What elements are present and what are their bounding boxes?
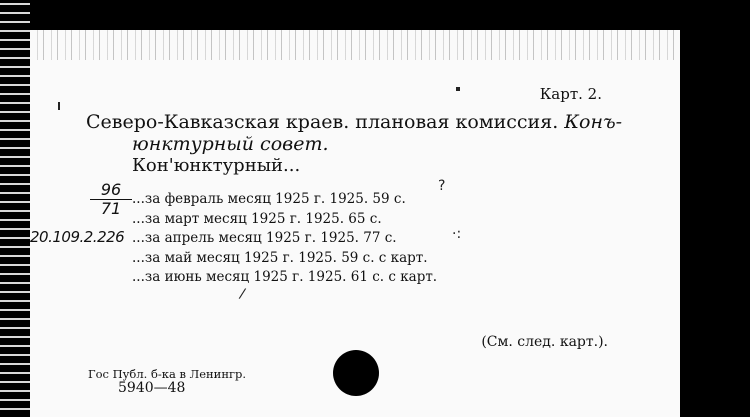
handwritten-shelfmark: 20.109.2.226: [30, 228, 125, 246]
card-number: Карт. 2.: [539, 85, 602, 103]
issue-entry: ...за февраль месяц 1925 г. 1925. 59 с.: [132, 191, 406, 207]
fraction-denominator: 71: [100, 199, 122, 218]
heading-subunit-end: юнктурный совет.: [132, 133, 329, 155]
publication-title: Кон'юнктурный...: [132, 155, 301, 176]
heading-subunit-start: Конъ-: [564, 111, 623, 133]
scan-noise-band: [30, 30, 680, 60]
scan-edge-strip: [0, 0, 30, 417]
pencil-mark: ·:: [452, 226, 462, 242]
issue-entry: ...за апрель месяц 1925 г. 1925. 77 с.: [132, 230, 397, 246]
fraction-numerator: 96: [100, 180, 122, 199]
handwritten-fraction: [86, 182, 136, 217]
see-next-card: (См. след. карт.).: [481, 334, 608, 350]
punch-hole: [333, 350, 379, 396]
library-stamp: [88, 367, 246, 395]
issue-entry: ...за июнь месяц 1925 г. 1925. 61 с. с карт.: [132, 269, 438, 285]
library-name: Гос Публ. б-ка в Ленингр.: [88, 367, 247, 381]
ink-speck: [456, 87, 460, 91]
ink-speck: [58, 102, 60, 110]
issue-entry: ...за март месяц 1925 г. 1925. 65 с.: [132, 210, 382, 227]
issue-list: [132, 190, 437, 288]
pencil-mark: /: [238, 285, 247, 303]
issue-entry: ...за май месяц 1925 г. 1925. 59 с. с карт.: [132, 249, 428, 266]
catalog-card: [30, 30, 680, 417]
pencil-mark: ?: [438, 178, 446, 194]
library-code: 5940—48: [118, 380, 186, 396]
heading-organization: Северо-Кавказская краев. плановая комиссия.: [86, 111, 559, 133]
card-heading: [86, 110, 622, 134]
